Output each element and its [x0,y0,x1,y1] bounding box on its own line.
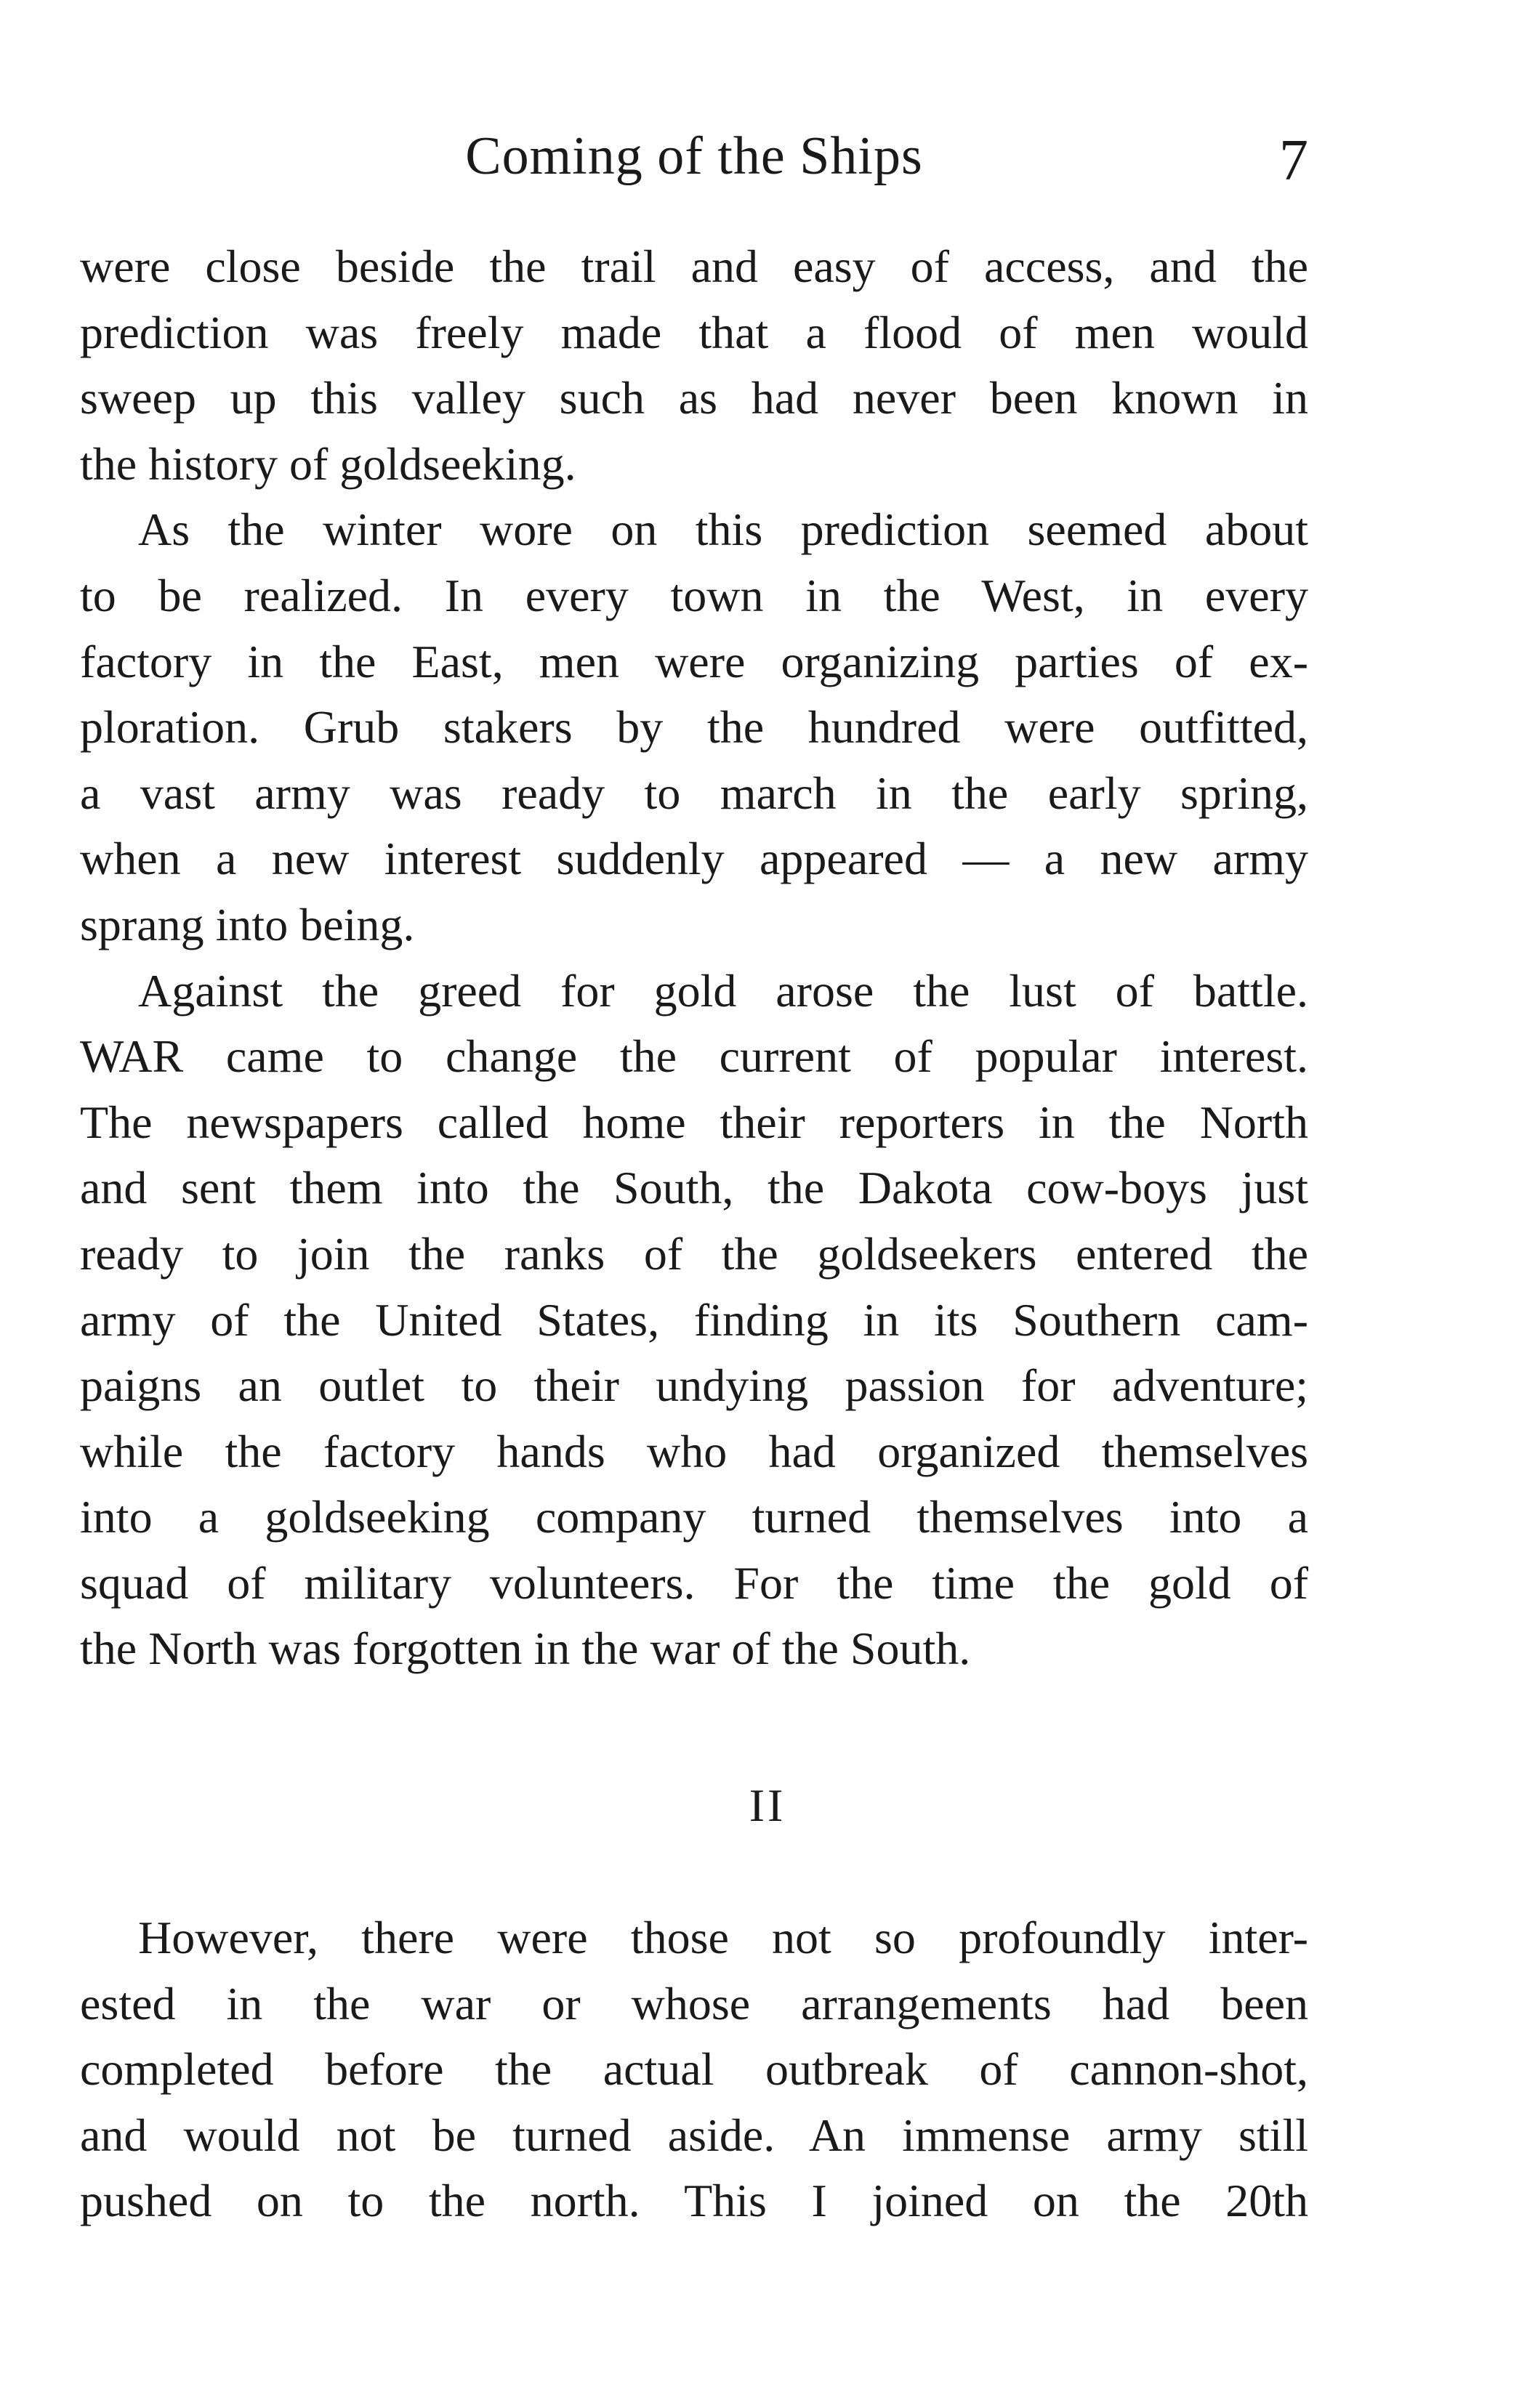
running-head [80,116,1308,196]
running-title: Coming of the Ships [465,126,923,186]
section-heading: II [749,1779,786,1831]
text-line: ready to join the ranks of the goldseekers entered the [80,1227,1308,1280]
text-line: However, there were those not so profoundly inter- [138,1912,1308,1963]
text-line: sweep up this valley such as had never been known in [80,372,1308,424]
text-line: Against the greed for gold arose the lust of battle. [138,964,1308,1017]
text-block-bottom [80,1905,1308,2234]
text-line: sprang into being. [80,898,415,950]
text-line: paigns an outlet to their undying passion for adventure; [80,1359,1308,1412]
text-block-top [80,234,1308,1682]
text-line: squad of military volunteers. For the time the gold of [80,1556,1308,1609]
text-line: the history of goldseeking. [80,437,576,490]
text-line: the North was forgotten in the war of the South. [80,1623,971,1675]
text-line: were close beside the trail and easy of access, and the [80,241,1308,292]
text-line: ested in the war or whose arrangements had been [80,1977,1308,2029]
text-line: The newspapers called home their reporters in the North [80,1096,1308,1148]
text-line: and sent them into the South, the Dakota cow-boys just [80,1162,1308,1214]
text-line: completed before the actual outbreak of cannon-shot, [80,2043,1308,2096]
page-number: 7 [1279,129,1308,193]
text-line: while the factory hands who had organized themselves [80,1425,1308,1477]
text-line: army of the United States, finding in its Southern cam- [80,1293,1308,1346]
text-line: factory in the East, men were organizing parties of ex- [80,635,1308,687]
text-line: pushed on to the north. This I joined on the 20th [80,2175,1308,2227]
text-line: a vast army was ready to march in the early spring, [80,767,1308,819]
text-line: into a goldseeking company turned themselves into a [80,1491,1308,1543]
text-line: WAR came to change the current of popular interest. [80,1030,1308,1083]
text-line: prediction was freely made that a flood of men would [80,306,1308,358]
text-line: and would not be turned aside. An immense army still [80,2109,1308,2161]
text-line: when a new interest suddenly appeared — a new army [80,833,1308,885]
text-line: to be realized. In every town in the West, in every [80,569,1308,621]
text-line: As the winter wore on this prediction seemed about [138,504,1308,556]
text-line: ploration. Grub stakers by the hundred were outfitted, [80,701,1308,753]
